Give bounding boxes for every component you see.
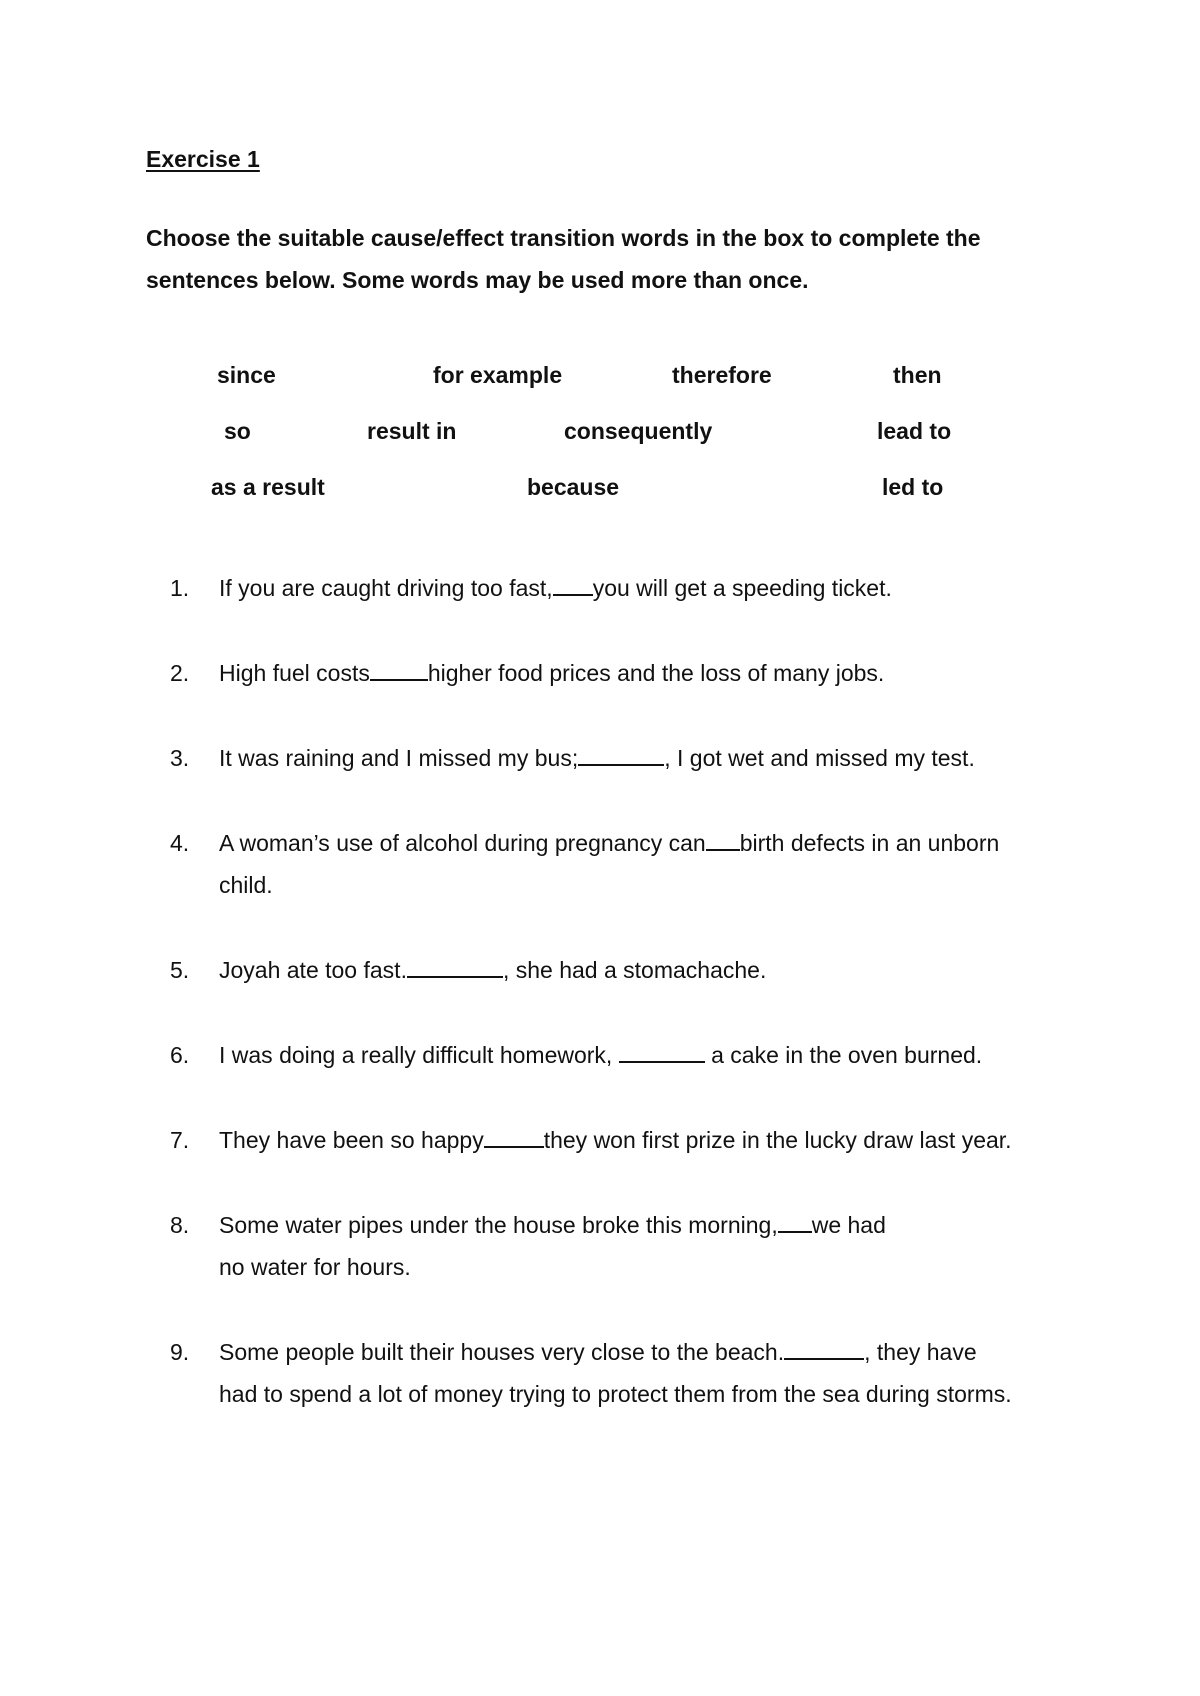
word-lead-to: lead to <box>877 418 952 444</box>
question-text <box>219 567 1079 609</box>
answer-blank[interactable] <box>370 659 428 681</box>
word-so: so <box>224 418 251 444</box>
question-text-before: They have been so happy <box>219 1127 484 1153</box>
question-number: 7. <box>170 1127 190 1153</box>
question-text-before: It was raining and I missed my bus; <box>219 745 579 771</box>
question-text-before: Joyah ate too fast. <box>219 957 407 983</box>
question-text-after: , I got wet and missed my test. <box>664 745 975 771</box>
answer-blank[interactable] <box>619 1041 705 1063</box>
question-text-after: a cake in the oven burned. <box>711 1042 983 1068</box>
word-since: since <box>217 362 276 388</box>
question-text-before: I was doing a really difficult homework, <box>219 1042 613 1068</box>
question-text <box>219 1331 1019 1415</box>
word-because: because <box>527 474 620 500</box>
word-for-example: for example <box>433 362 563 388</box>
answer-blank[interactable] <box>706 829 740 851</box>
word-led-to: led to <box>882 474 944 500</box>
question-text-after: , she had a stomachache. <box>502 957 767 983</box>
question-text-after: we had no water for hours. <box>219 1212 886 1280</box>
answer-blank[interactable] <box>578 744 664 766</box>
word-box <box>0 0 1200 520</box>
word-then: then <box>893 362 942 388</box>
question-number: 1. <box>170 575 190 601</box>
question-number: 4. <box>170 830 190 856</box>
answer-blank[interactable] <box>784 1338 864 1360</box>
question-text <box>219 949 1079 991</box>
question-text-after: , they have had to spend a lot of money trying to protect them from the sea during storms. <box>219 1339 1012 1407</box>
word-consequently: consequently <box>564 418 713 444</box>
word-as-a-result: as a result <box>211 474 325 500</box>
question-text-before: High fuel costs <box>219 660 370 686</box>
question-text-before: A woman’s use of alcohol during pregnancy can <box>219 830 706 856</box>
question-text <box>219 822 1059 906</box>
question-text-after: you will get a speeding ticket. <box>592 575 892 601</box>
question-text-before: Some water pipes under the house broke this morning, <box>219 1212 778 1238</box>
question-number: 2. <box>170 660 190 686</box>
exercise-title: Exercise 1 <box>146 146 260 172</box>
question-text-after: higher food prices and the loss of many jobs. <box>427 660 885 686</box>
exercise-instructions: Choose the suitable cause/effect transition words in the box to complete the sentences below. Some words may be used more than once. <box>146 225 981 293</box>
question-text <box>219 1119 1099 1161</box>
question-text <box>219 737 1079 779</box>
answer-blank[interactable] <box>484 1126 544 1148</box>
question-text <box>219 1204 899 1288</box>
question-text-before: If you are caught driving too fast, <box>219 575 553 601</box>
question-text-after: they won first prize in the lucky draw last year. <box>543 1127 1012 1153</box>
question-text <box>219 652 1079 694</box>
question-number: 6. <box>170 1042 190 1068</box>
question-number: 3. <box>170 745 190 771</box>
question-number: 5. <box>170 957 190 983</box>
answer-blank[interactable] <box>553 574 593 596</box>
word-therefore: therefore <box>672 362 772 388</box>
question-text-after: birth defects in an unborn child. <box>219 830 1000 898</box>
question-number: 9. <box>170 1339 190 1365</box>
question-text <box>219 1034 1079 1076</box>
answer-blank[interactable] <box>778 1211 812 1233</box>
question-number: 8. <box>170 1212 190 1238</box>
word-result-in: result in <box>367 418 457 444</box>
answer-blank[interactable] <box>407 956 503 978</box>
question-text-before: Some people built their houses very close to the beach. <box>219 1339 785 1365</box>
